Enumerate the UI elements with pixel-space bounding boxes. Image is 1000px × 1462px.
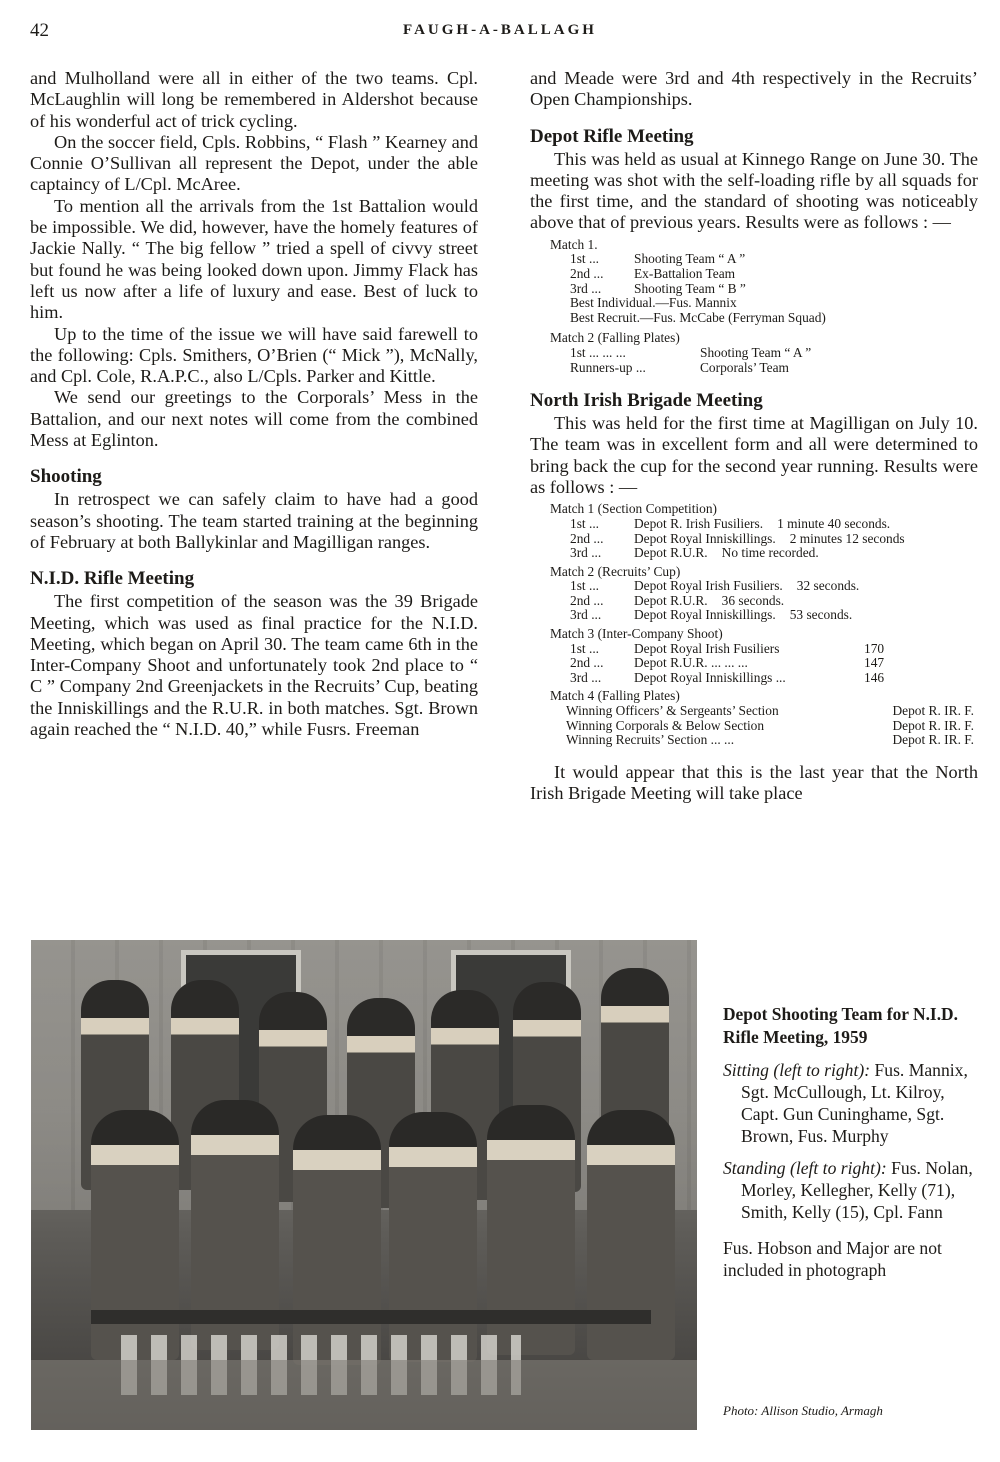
result-score: 170 [864, 640, 885, 656]
result-place: 1st ... [570, 578, 600, 594]
result-row [550, 594, 978, 609]
nib-results [550, 502, 978, 748]
caption-standing-names: Fus. Nolan, Morley, Kellegher, Kelly (71), Smith, Kelly (15), Cpl. Fann [741, 1158, 973, 1222]
result-team: Depot R.U.R. [634, 545, 708, 561]
result-row [550, 282, 978, 297]
result-place: 2nd ... [570, 265, 604, 281]
match-heading: Match 1 (Section Competition) [550, 501, 717, 517]
running-head: FAUGH-A-BALLAGH [403, 22, 597, 38]
result-score: 146 [864, 669, 885, 685]
paragraph: To mention all the arrivals from the 1st Battalion would be impossible. We did, however, have the homely features of Jackie Nally. “ The big fellow ” tried a spell of civvy street but found he was being looked down upon. Jimmy Flack has left us now after a life of luxury and ease. Best of luck to him. [30, 195, 478, 323]
result-team: Shooting Team “ A ” [700, 344, 812, 360]
result-place: 3rd ... [570, 280, 602, 296]
seated-soldier [389, 1112, 477, 1362]
section-heading-nid-rifle-meeting: N.I.D. Rifle Meeting [30, 568, 195, 590]
result-place: 2nd ... [570, 655, 604, 671]
result-row [550, 361, 978, 376]
result-row [550, 733, 978, 748]
result-score: 147 [864, 655, 885, 671]
result-row [550, 704, 978, 719]
result-score: 53 seconds. [789, 607, 853, 623]
result-row [550, 671, 978, 686]
match-heading: Match 2 (Recruits’ Cup) [550, 563, 681, 579]
result-place: Runners-up ... [570, 359, 646, 375]
result-row [550, 579, 978, 594]
result-team: Depot Royal Inniskillings ... [634, 669, 786, 685]
caption-sitting [723, 1059, 978, 1147]
result-team: Depot Royal Irish Fusiliers [634, 640, 780, 656]
result-row [550, 719, 978, 734]
result-place: 1st ... [570, 251, 600, 267]
match-heading: Match 4 (Falling Plates) [550, 688, 680, 704]
result-row [550, 267, 978, 282]
caption-sitting-names: Fus. Mannix, Sgt. McCullough, Lt. Kilroy, Capt. Gun Cuninghame, Sgt. Brown, Fus. Murphy [741, 1060, 968, 1146]
result-team: Depot Royal Inniskillings. [634, 530, 776, 546]
result-score: 1 minute 40 seconds. [777, 515, 891, 531]
result-team: Winning Officers’ & Sergeants’ Section [566, 703, 779, 719]
result-place: 1st ... ... ... [570, 344, 626, 360]
result-score: Depot R. IR. F. [892, 732, 974, 748]
caption-title: Depot Shooting Team for N.I.D. Rifle Meeting, 1959 [723, 1004, 958, 1047]
result-row [550, 608, 978, 623]
match-heading: Match 2 (Falling Plates) [550, 330, 680, 346]
paragraph: and Mulholland were all in either of the two teams. Cpl. McLaughlin will long be remembered in Aldershot because of his wonderful act of trick cycling. [30, 68, 478, 131]
paragraph: It would appear that this is the last year that the North Irish Brigade Meeting will take place [530, 761, 978, 804]
seated-soldier [293, 1115, 381, 1365]
result-row [550, 532, 978, 547]
result-row [550, 346, 978, 361]
result-row [550, 546, 978, 561]
result-score: No time recorded. [721, 545, 819, 561]
caption-sitting-label: Sitting (left to right): [723, 1060, 871, 1080]
team-photograph [31, 940, 697, 1430]
result-place: 2nd ... [570, 592, 604, 608]
result-team: Shooting Team “ A ” [634, 251, 746, 267]
result-score: Depot R. IR. F. [892, 717, 974, 733]
photo-credit: Photo: Allison Studio, Armagh [723, 1403, 883, 1418]
result-team: Depot Royal Irish Fusiliers. [634, 578, 783, 594]
result-team: Depot R. Irish Fusiliers. [634, 515, 764, 531]
page-number: 42 [30, 20, 49, 41]
left-column [30, 68, 478, 740]
result-row [550, 252, 978, 267]
caption-note: Fus. Hobson and Major are not included in photograph [723, 1238, 942, 1280]
result-row [550, 517, 978, 532]
paragraph: and Meade were 3rd and 4th respectively in the Recruits’ Open Championships. [530, 68, 978, 110]
result-team: Depot R.U.R. ... ... ... [634, 655, 748, 671]
result-note: Best Recruit.—Fus. McCabe (Ferryman Squad) [570, 309, 826, 325]
result-score: Depot R. IR. F. [892, 703, 974, 719]
section-heading-shooting: Shooting [30, 466, 102, 488]
section-heading-depot-rifle-meeting: Depot Rifle Meeting [530, 125, 694, 147]
result-place: 3rd ... [570, 607, 602, 623]
result-score: 32 seconds. [796, 578, 860, 594]
result-place: 1st ... [570, 515, 600, 531]
caption-standing [723, 1157, 978, 1223]
result-place: 1st ... [570, 640, 600, 656]
result-row [550, 642, 978, 657]
right-column [530, 68, 978, 804]
result-team: Ex-Battalion Team [634, 265, 736, 281]
result-team: Depot Royal Inniskillings. [634, 607, 776, 623]
result-team: Depot R.U.R. [634, 592, 708, 608]
result-place: 2nd ... [570, 530, 604, 546]
paragraph: This was held as usual at Kinnego Range on June 30. The meeting was shot with the self-loading rifle by all squads for the first time, and the standard of shooting was noticeably above that of previous years. Results were as follows : — [530, 148, 978, 233]
section-heading-north-irish-brigade-meeting: North Irish Brigade Meeting [530, 390, 763, 412]
result-team: Winning Recruits’ Section ... ... [566, 732, 735, 748]
match-heading: Match 1. [550, 236, 598, 252]
paragraph: The first competition of the season was the 39 Brigade Meeting, which was used as final practice for the N.I.D. Meeting, which began on April 30. The team came 6th in the Inter-Company Shoot and unfortunately took 2nd place to “ C ” Company 2nd Greenjackets in the Recruits’ Cup, beating the Inniskillings and the R.U.R. in both matches. Sgt. Brown again reached the “ N.I.D. 40,” while Fusrs. Freeman [30, 591, 478, 740]
result-place: 3rd ... [570, 669, 602, 685]
result-score: 2 minutes 12 seconds [789, 530, 905, 546]
result-team: Corporals’ Team [700, 359, 789, 375]
paragraph: In retrospect we can safely claim to have had a good season’s shooting. The team started training at the beginning of February at both Ballykinlar and Magilligan ranges. [30, 489, 478, 552]
depot-results [550, 238, 978, 375]
result-note: Best Individual.—Fus. Mannix [570, 295, 737, 311]
paragraph: On the soccer field, Cpls. Robbins, “ Flash ” Kearney and Connie O’Sullivan all represent the Depot, under the able captaincy of L/Cpl. McAree. [30, 131, 478, 195]
photo-bench [91, 1310, 651, 1324]
match-heading: Match 3 (Inter-Company Shoot) [550, 626, 723, 642]
result-row [550, 656, 978, 671]
photo-ground [31, 1360, 697, 1430]
result-team: Winning Corporals & Below Section [566, 717, 765, 733]
paragraph: This was held for the first time at Magilligan on July 10. The team was in excellent form and all were determined to bring back the cup for the second year running. Results were as follows : — [530, 413, 978, 498]
photo-caption [723, 1003, 978, 1291]
result-score: 36 seconds. [721, 592, 785, 608]
caption-standing-label: Standing (left to right): [723, 1158, 887, 1178]
paragraph: We send our greetings to the Corporals’ Mess in the Battalion, and our next notes will come from the combined Mess at Eglinton. [30, 387, 478, 451]
paragraph: Up to the time of the issue we will have said farewell to the following: Cpls. Smithers, O’Brien (“ Mick ”), McNally, and Cpl. Cole, R.A.P.C., also L/Cpls. Parker and Kittle. [30, 323, 478, 387]
result-place: 3rd ... [570, 545, 602, 561]
result-team: Shooting Team “ B ” [634, 280, 746, 296]
